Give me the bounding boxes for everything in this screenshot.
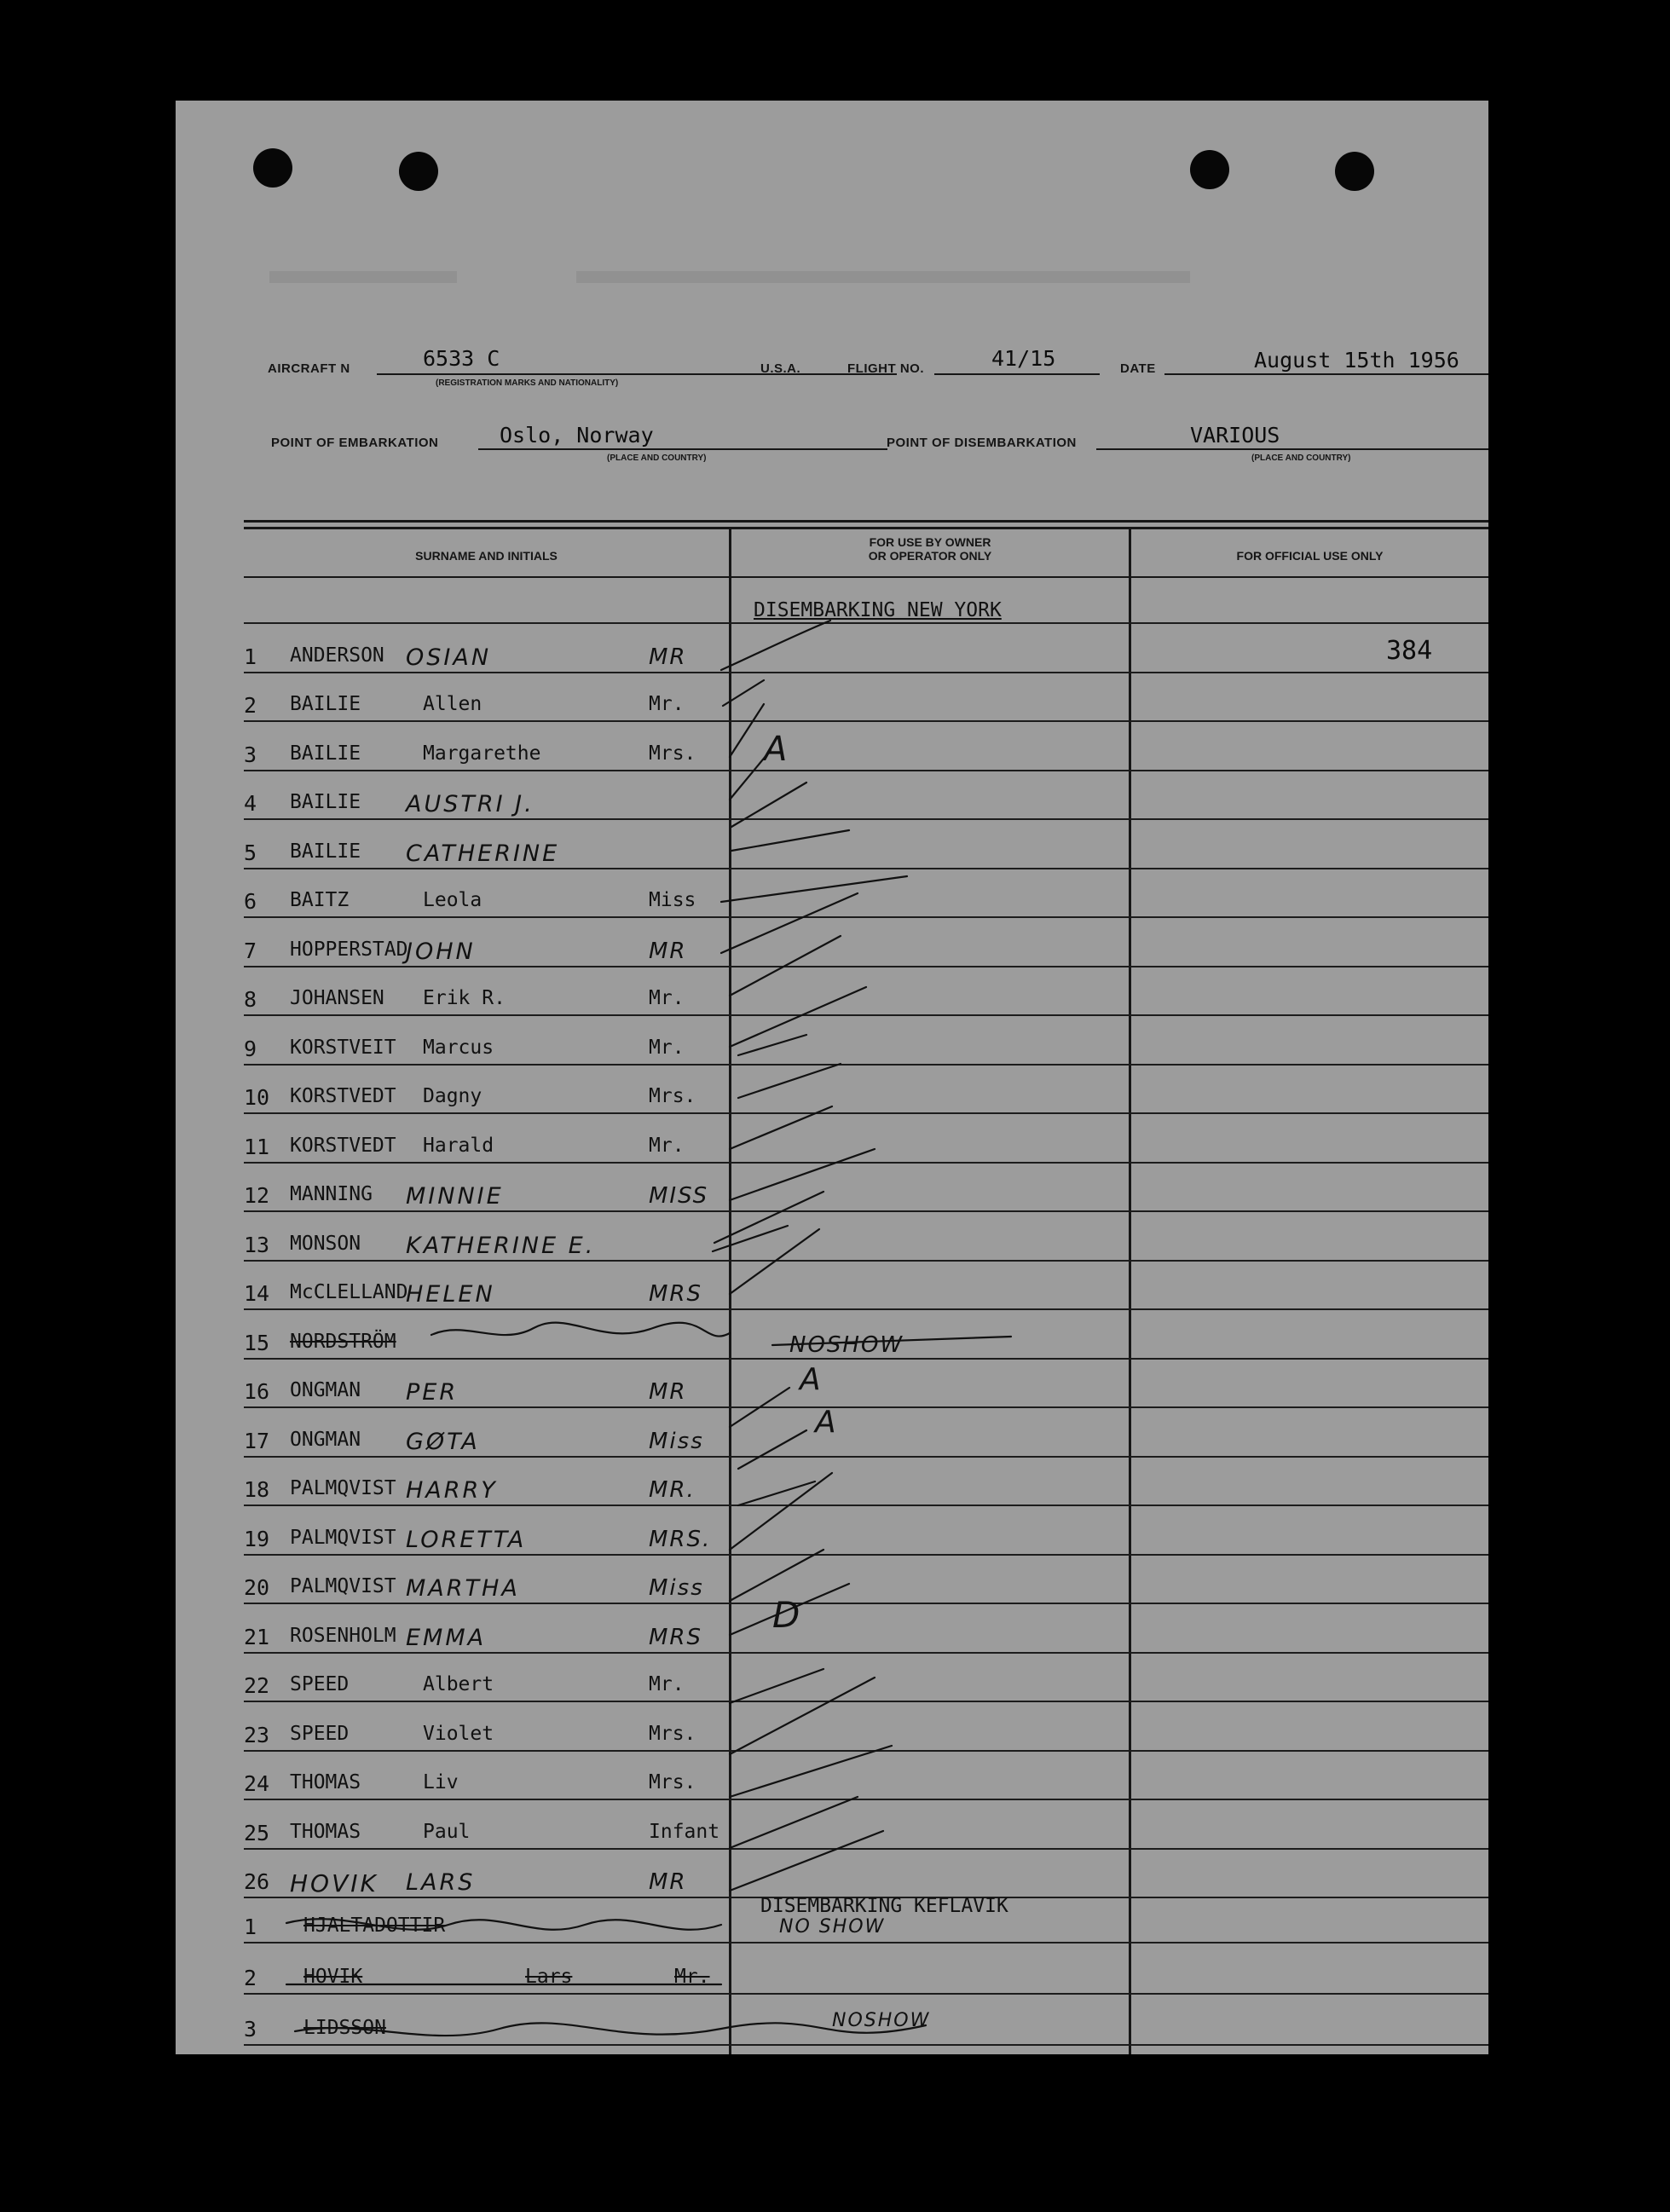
- embarkation-caption: (PLACE AND COUNTRY): [607, 453, 707, 463]
- passenger-given-name: Dagny: [423, 1085, 483, 1107]
- passenger-surname: THOMAS: [290, 1820, 361, 1843]
- row-number: 14: [244, 1281, 270, 1306]
- passenger-surname: BAILIE: [290, 791, 361, 813]
- keflavik-row-number: 2: [244, 1966, 257, 1990]
- row-number: 11: [244, 1134, 270, 1159]
- keflavik-surname: LIDSSON: [303, 2017, 386, 2039]
- passenger-surname: PALMQVIST: [290, 1575, 396, 1597]
- passenger-given-name: Violet: [423, 1722, 494, 1745]
- row-number: 25: [244, 1820, 270, 1845]
- passenger-given-name: Leola: [423, 889, 483, 911]
- keflavik-surname: HJALTADOTTIR: [303, 1915, 446, 1937]
- aircraft-label: AIRCRAFT N: [268, 361, 350, 376]
- passenger-surname: SPEED: [290, 1673, 350, 1695]
- passenger-given-name: JOHN: [406, 938, 476, 965]
- row-number: 16: [244, 1379, 270, 1404]
- row-number: 18: [244, 1477, 270, 1502]
- row3-mark: A: [764, 730, 789, 769]
- aircraft-value: 6533 C: [423, 346, 500, 371]
- keflavik-surname: HOVIK: [303, 1966, 363, 1988]
- usa-label: U.S.A.: [760, 361, 801, 376]
- flight-value: 41/15: [991, 346, 1056, 371]
- passenger-title: MR: [649, 938, 687, 964]
- passenger-title: Mrs.: [649, 1722, 696, 1745]
- passenger-given-name: LORETTA: [406, 1526, 527, 1553]
- disembarkation-value: VARIOUS: [1190, 423, 1280, 448]
- passenger-given-name: AUSTRI J.: [406, 791, 535, 817]
- passenger-surname: BAILIE: [290, 693, 361, 715]
- passenger-surname: THOMAS: [290, 1771, 361, 1793]
- passenger-surname: SPEED: [290, 1722, 350, 1745]
- passenger-surname: MANNING: [290, 1183, 373, 1205]
- passenger-given-name: Paul: [423, 1820, 471, 1843]
- passenger-given-name: HELEN: [406, 1281, 495, 1308]
- row-number: 5: [244, 840, 257, 865]
- row-number: 21: [244, 1624, 270, 1649]
- section-new-york: DISEMBARKING NEW YORK: [754, 599, 1002, 621]
- row17-mark: A: [815, 1405, 838, 1440]
- row-number: 3: [244, 742, 257, 767]
- passenger-surname: HOVIK: [290, 1869, 378, 1897]
- passenger-surname: BAILIE: [290, 742, 361, 765]
- row-number: 4: [244, 791, 257, 816]
- passenger-title: Mrs.: [649, 1771, 696, 1793]
- keflavik-noshow-note: NO SHOW: [779, 1916, 886, 1938]
- passenger-title: MRS.: [649, 1526, 712, 1552]
- passenger-surname: MONSON: [290, 1232, 361, 1255]
- passenger-given-name: HARRY: [406, 1477, 498, 1504]
- official-count: 384: [1386, 636, 1433, 666]
- passenger-title: MR.: [649, 1477, 696, 1503]
- embarkation-value: Oslo, Norway: [500, 423, 654, 448]
- passenger-title: Mrs.: [649, 742, 696, 765]
- passenger-surname: NORDSTRÖM: [290, 1330, 396, 1353]
- passenger-surname: KORSTVEDT: [290, 1134, 396, 1157]
- date-label: DATE: [1120, 361, 1156, 376]
- passenger-surname: KORSTVEIT: [290, 1036, 396, 1059]
- row-number: 12: [244, 1183, 270, 1208]
- disembarkation-caption: (PLACE AND COUNTRY): [1251, 453, 1351, 463]
- disembarkation-label: POINT OF DISEMBARKATION: [887, 436, 1077, 450]
- passenger-title: Miss: [649, 1575, 704, 1601]
- passenger-title: Mr.: [649, 987, 685, 1009]
- row-number: 15: [244, 1330, 270, 1355]
- keflavik-row3-note: NOSHOW: [832, 2010, 931, 2031]
- passenger-title: MRS: [649, 1281, 703, 1307]
- row15-noshow-note: NOSHOW: [789, 1332, 904, 1358]
- row-number: 8: [244, 987, 257, 1012]
- embarkation-label: POINT OF EMBARKATION: [271, 436, 439, 450]
- passenger-surname: BAILIE: [290, 840, 361, 863]
- registration-caption: (REGISTRATION MARKS AND NATIONALITY): [436, 378, 619, 388]
- passenger-given-name: MARTHA: [406, 1575, 520, 1602]
- passenger-given-name: Erik R.: [423, 987, 506, 1009]
- passenger-surname: HOPPERSTAD: [290, 938, 408, 961]
- passenger-title: Mr.: [649, 1134, 685, 1157]
- row16-mark: A: [800, 1362, 823, 1397]
- passenger-given-name: Harald: [423, 1134, 494, 1157]
- handwritten-check-marks: [176, 101, 1488, 2054]
- passenger-title: Mr.: [649, 1673, 685, 1695]
- col-surname-header: SURNAME AND INITIALS: [415, 549, 558, 563]
- passenger-given-name: EMMA: [406, 1624, 487, 1651]
- row-number: 24: [244, 1771, 270, 1796]
- passenger-title: Infant: [649, 1820, 720, 1843]
- keflavik-given-name: Lars: [525, 1966, 573, 1988]
- row-number: 26: [244, 1869, 270, 1894]
- passenger-given-name: OSIAN: [406, 644, 492, 671]
- passenger-title: Mrs.: [649, 1085, 696, 1107]
- passenger-given-name: Marcus: [423, 1036, 494, 1059]
- manifest-sheet: [176, 101, 1488, 2054]
- passenger-given-name: GØTA: [406, 1428, 480, 1455]
- col-owner-header-1: FOR USE BY OWNER: [869, 535, 991, 549]
- passenger-surname: ONGMAN: [290, 1379, 361, 1401]
- passenger-surname: ANDERSON: [290, 644, 384, 667]
- passenger-surname: JOHANSEN: [290, 987, 384, 1009]
- col-official-header: FOR OFFICIAL USE ONLY: [1236, 549, 1384, 563]
- passenger-title: Miss: [649, 889, 696, 911]
- passenger-title: Mr.: [649, 693, 685, 715]
- passenger-surname: PALMQVIST: [290, 1477, 396, 1499]
- passenger-title: MR: [649, 1379, 687, 1405]
- row-number: 23: [244, 1722, 270, 1747]
- passenger-given-name: Allen: [423, 693, 483, 715]
- passenger-given-name: LARS: [406, 1869, 476, 1896]
- passenger-surname: McCLELLAND: [290, 1281, 408, 1303]
- section-keflavik: DISEMBARKING KEFLAVIK: [760, 1895, 1008, 1917]
- row-number: 6: [244, 889, 257, 914]
- keflavik-row-number: 1: [244, 1915, 257, 1939]
- row-number: 19: [244, 1526, 270, 1551]
- passenger-given-name: MINNIE: [406, 1183, 504, 1210]
- passenger-given-name: CATHERINE: [406, 840, 560, 867]
- passenger-title: Mr.: [649, 1036, 685, 1059]
- passenger-given-name: PER: [406, 1379, 459, 1406]
- passenger-title: Miss: [649, 1428, 704, 1454]
- row-number: 1: [244, 644, 257, 669]
- row-number: 10: [244, 1085, 270, 1110]
- row-number: 13: [244, 1232, 270, 1257]
- passenger-title: MR: [649, 644, 687, 670]
- passenger-given-name: KATHERINE E.: [406, 1232, 596, 1259]
- row21-mark: D: [772, 1594, 802, 1636]
- passenger-title: MRS: [649, 1624, 703, 1650]
- keflavik-row-number: 3: [244, 2017, 257, 2042]
- row-number: 20: [244, 1575, 270, 1600]
- passenger-title: MISS: [649, 1183, 709, 1209]
- passenger-surname: BAITZ: [290, 889, 350, 911]
- row-number: 22: [244, 1673, 270, 1698]
- passenger-surname: ROSENHOLM: [290, 1624, 396, 1647]
- keflavik-title: Mr.: [674, 1966, 710, 1988]
- row-number: 2: [244, 693, 257, 718]
- passenger-given-name: Margarethe: [423, 742, 541, 765]
- passenger-surname: PALMQVIST: [290, 1526, 396, 1549]
- row-number: 7: [244, 938, 257, 963]
- passenger-given-name: Albert: [423, 1673, 494, 1695]
- date-value: August 15th 1956: [1254, 348, 1459, 373]
- passenger-title: MR: [649, 1869, 687, 1895]
- passenger-surname: KORSTVEDT: [290, 1085, 396, 1107]
- col-owner-header-2: OR OPERATOR ONLY: [868, 549, 992, 563]
- passenger-surname: ONGMAN: [290, 1428, 361, 1451]
- row-number: 17: [244, 1428, 270, 1453]
- flight-label: FLIGHT NO.: [847, 361, 924, 376]
- passenger-given-name: Liv: [423, 1771, 459, 1793]
- row-number: 9: [244, 1036, 257, 1061]
